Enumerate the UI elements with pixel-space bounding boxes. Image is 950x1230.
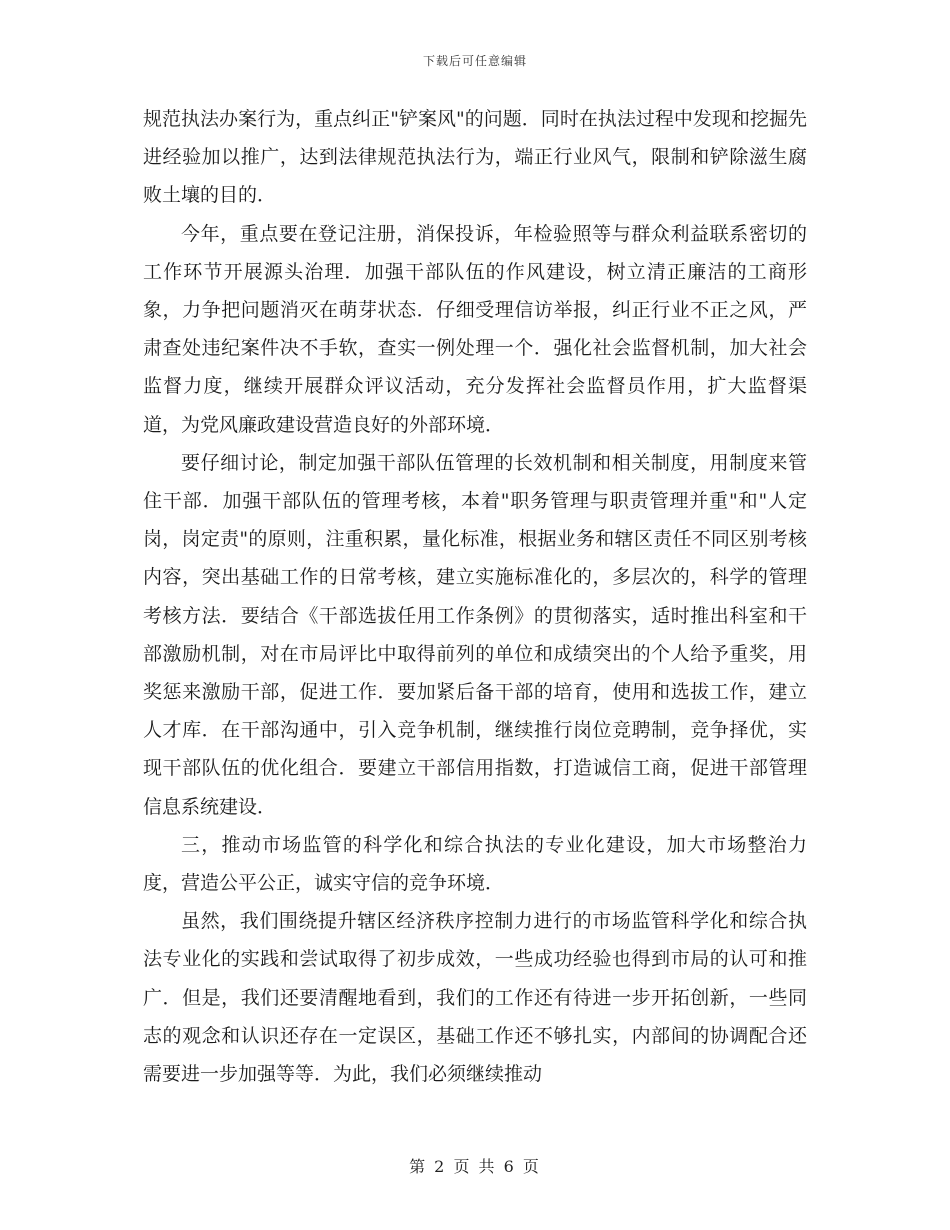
document-body [143,100,807,1093]
page-footer: 第 2 页 共 6 页 [409,1157,541,1176]
paragraph-5: 虽然，我们围绕提升辖区经济秩序控制力进行的市场监管科学化和综合执法专业化的实践和尝试取得了初步成效，一些成功经验也得到市局的认可和推广．但是，我们还要清醒地看到，我们的工作还有待进一步开拓创新，一些同志的观念和认识还存在一定误区，基础工作还不够扎实，内部间的协调配合还需要进一步加强等等．为此，我们必须继续推动 [143,910,807,1086]
paragraph-4: 三，推动市场监管的科学化和综合执法的专业化建设，加大市场整治力度，营造公平公正，诚实守信的竞争环境． [143,833,807,895]
page-header: 下载后可任意编辑 [422,54,527,68]
paragraph-1: 规范执法办案行为，重点纠正"铲案风"的问题．同时在执法过程中发现和挖掘先进经验加以推广，达到法律规范执法行为，端正行业风气，限制和铲除滋生腐败土壤的目的． [143,108,807,207]
paragraph-3: 要仔细讨论，制定加强干部队伍管理的长效机制和相关制度，用制度来管住干部．加强干部队伍的管理考核，本着"职务管理与职责管理并重"和"人定岗，岗定责"的原则，注重积累，量化标准，根据业务和辖区责任不同区别考核内容，突出基础工作的日常考核，建立实施标准化的，多层次的，科学的管理考核方法．要结合《干部选拔任用工作条例》的贯彻落实，适时推出科室和干部激励机制，对在市局评比中取得前列的单位和成绩突出的个人给予重奖，用奖惩来激励干部，促进工作．要加紧后备干部的培育，使用和选拔工作，建立人才库．在干部沟通中，引入竞争机制，继续推行岗位竞聘制，竞争择优，实现干部队伍的优化组合．要建立干部信用指数，打造诚信工商，促进干部管理信息系统建设． [143,451,807,818]
paragraph-2: 今年，重点要在登记注册，消保投诉，年检验照等与群众利益联系密切的工作环节开展源头治理．加强干部队伍的作风建设，树立清正廉洁的工商形象，力争把问题消灭在萌芽状态．仔细受理信访举报，纠正行业不正之风，严肃查处违纪案件决不手软，查实一例处理一个．强化社会监督机制，加大社会监督力度，继续开展群众评议活动，充分发挥社会监督员作用，扩大监督渠道，为党风廉政建设营造良好的外部环境． [143,222,807,436]
